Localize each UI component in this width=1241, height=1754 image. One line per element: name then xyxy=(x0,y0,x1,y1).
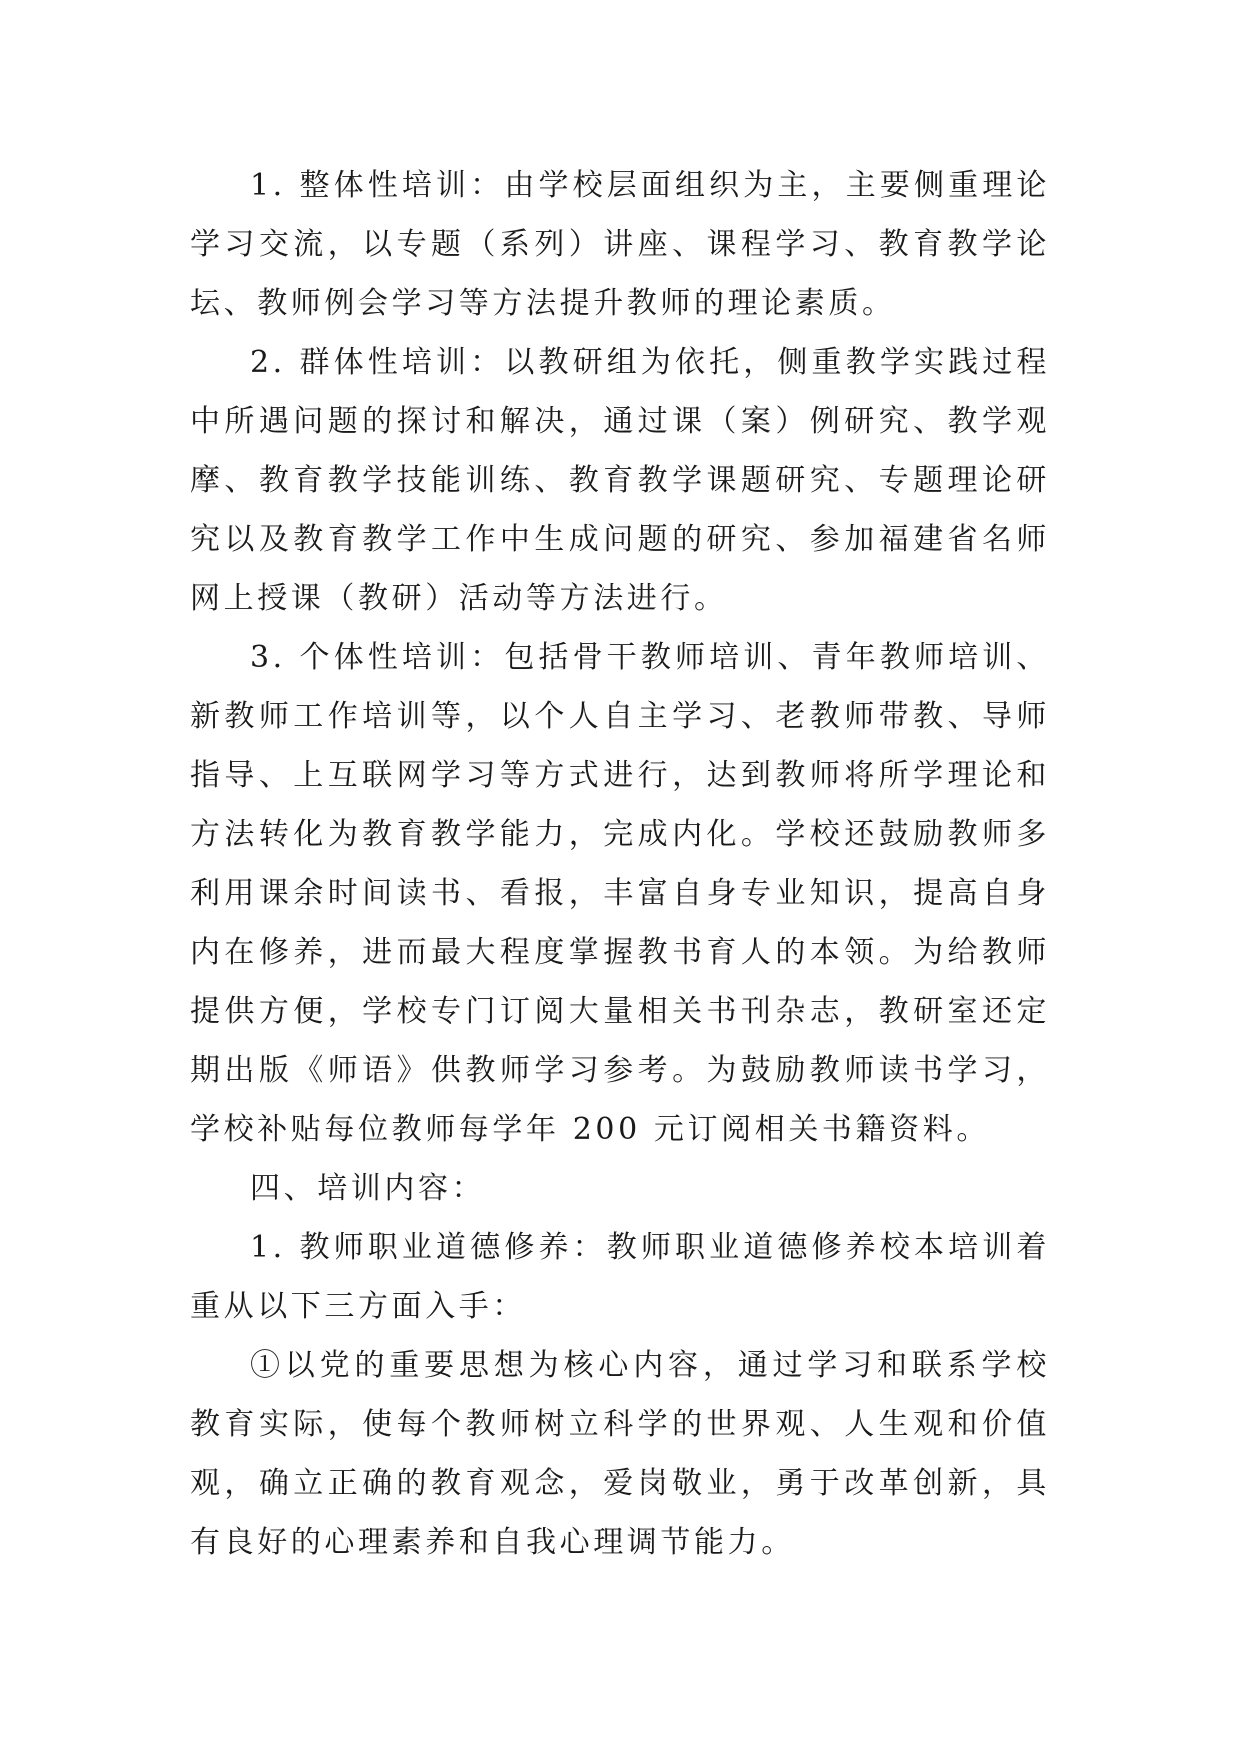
paragraph-individual-training: 3. 个体性培训：包括骨干教师培训、青年教师培训、新教师工作培训等，以个人自主学习、老教师带教、导师指导、上互联网学习等方式进行，达到教师将所学理论和方法转化为教育教学能力，完成内化。学校还鼓励教师多利用课余时间读书、看报，丰富自身专业知识，提高自身内在修养，进而最大程度掌握教书育人的本领。为给教师提供方便，学校专门订阅大量相关书刊杂志，教研室还定期出版《师语》供教师学习参考。为鼓励教师读书学习，学校补贴每位教师每学年 200 元订阅相关书籍资料。 xyxy=(190,640,1050,1147)
section-heading-training-content: 四、培训内容： xyxy=(250,1171,486,1206)
document-page xyxy=(190,156,1050,1572)
paragraph-professional-ethics: 1. 教师职业道德修养：教师职业道德修养校本培训着重从以下三方面入手： xyxy=(190,1230,1050,1324)
paragraph-overall-training: 1. 整体性培训：由学校层面组织为主，主要侧重理论学习交流，以专题（系列）讲座、课程学习、教育教学论坛、教师例会学习等方法提升教师的理论素质。 xyxy=(190,168,1050,321)
paragraph-group-training: 2. 群体性培训：以教研组为依托，侧重教学实践过程中所遇问题的探讨和解决，通过课（案）例研究、教学观摩、教育教学技能训练、教育教学课题研究、专题理论研究以及教育教学工作中生成问题的研究、参加福建省名师网上授课（教研）活动等方法进行。 xyxy=(190,345,1050,616)
paragraph-ethics-point-1: ①以党的重要思想为核心内容，通过学习和联系学校教育实际，使每个教师树立科学的世界观、人生观和价值观，确立正确的教育观念，爱岗敬业，勇于改革创新，具有良好的心理素养和自我心理调节能力。 xyxy=(190,1348,1050,1560)
